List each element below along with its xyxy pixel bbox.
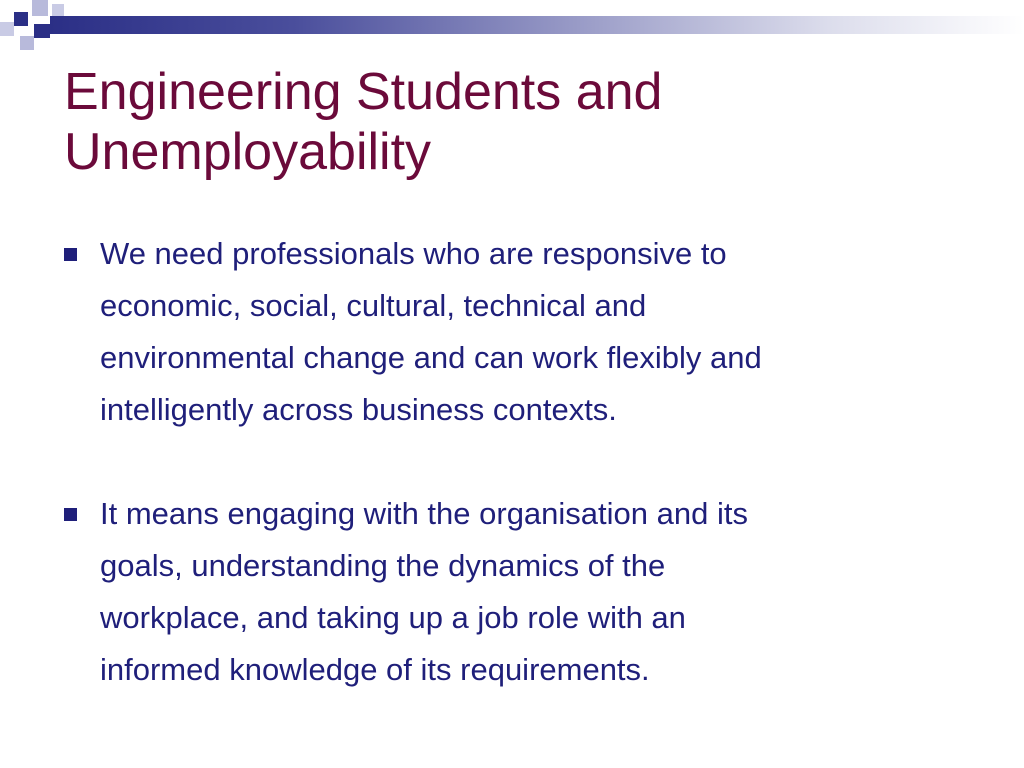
- slide-title: [64, 62, 964, 182]
- corner-square-lavender: [32, 0, 48, 16]
- bullet-item: [62, 228, 962, 436]
- corner-square-navy: [14, 12, 28, 26]
- corner-square-lavender: [52, 4, 64, 16]
- square-bullet-icon: [64, 508, 77, 521]
- bullet-line: It means engaging with the organisation and its: [100, 496, 748, 531]
- corner-square-lavender: [20, 36, 34, 50]
- slide-title-line: Engineering Students and: [64, 63, 663, 121]
- corner-square-lavender: [0, 22, 14, 36]
- bullet-line: We need professionals who are responsive to: [100, 236, 727, 271]
- bullet-line: intelligently across business contexts.: [100, 392, 617, 427]
- bullet-line: informed knowledge of its requirements.: [100, 652, 650, 687]
- bullet-list: [62, 228, 962, 696]
- header-gradient-bar: [50, 16, 1024, 34]
- square-bullet-icon: [64, 248, 77, 261]
- bullet-line: economic, social, cultural, technical and: [100, 288, 647, 323]
- slide-title-line: Unemployability: [64, 123, 432, 181]
- bullet-line: environmental change and can work flexibly and: [100, 340, 762, 375]
- corner-square-navy: [34, 24, 50, 38]
- bullet-line: goals, understanding the dynamics of the: [100, 548, 666, 583]
- bullet-item: [62, 488, 962, 696]
- bullet-line: workplace, and taking up a job role with an: [100, 600, 686, 635]
